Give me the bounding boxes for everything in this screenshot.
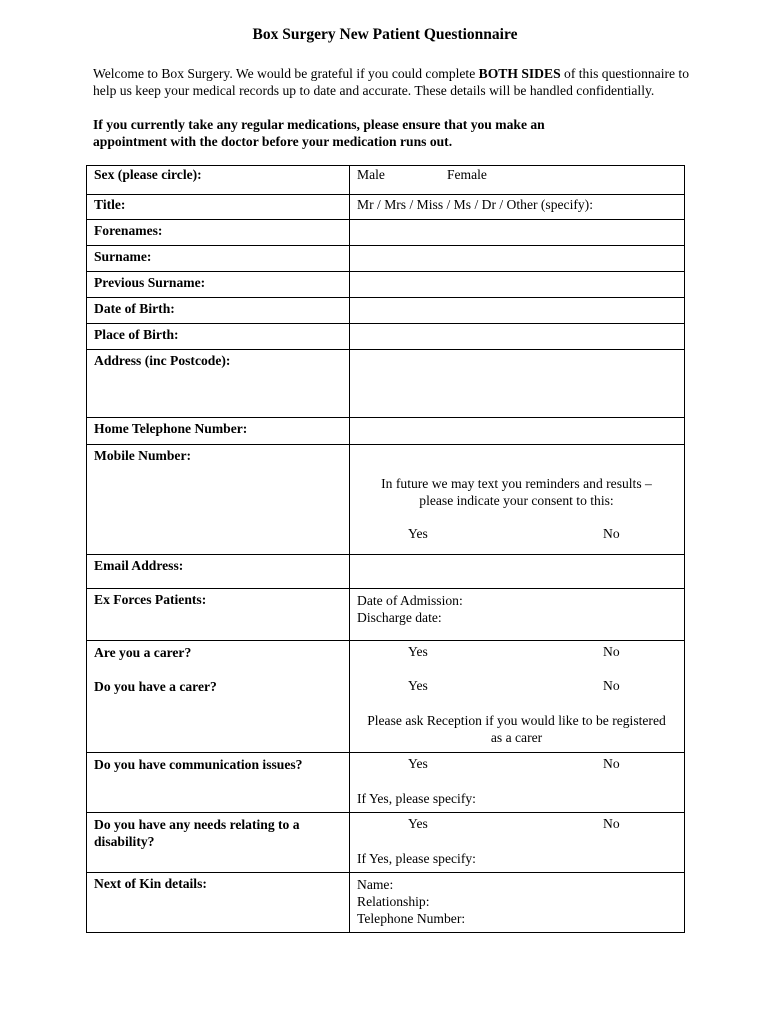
disability-field[interactable] bbox=[350, 813, 685, 873]
disability-no[interactable]: No bbox=[603, 816, 620, 831]
kin-telephone-label: Telephone Number: bbox=[357, 911, 466, 926]
row-ex-forces bbox=[87, 589, 685, 641]
sms-consent-line1: In future we may text you reminders and results – bbox=[381, 476, 652, 491]
row-surname bbox=[87, 246, 685, 272]
communication-specify: If Yes, please specify: bbox=[357, 791, 476, 806]
home-telephone-label: Home Telephone Number: bbox=[87, 418, 350, 445]
carer-note-line2: as a carer bbox=[490, 730, 543, 745]
sms-consent-no[interactable]: No bbox=[603, 526, 620, 541]
medication-notice-line1: If you currently take any regular medications, please ensure that you make an bbox=[93, 117, 545, 132]
sms-consent-text bbox=[357, 475, 684, 509]
row-next-of-kin bbox=[87, 873, 685, 933]
place-of-birth-field[interactable] bbox=[350, 324, 685, 350]
have-carer-options bbox=[357, 678, 684, 695]
communication-no[interactable]: No bbox=[603, 756, 620, 771]
are-you-carer-options bbox=[357, 644, 684, 661]
ex-forces-label: Ex Forces Patients: bbox=[87, 589, 350, 641]
carer-labels bbox=[87, 641, 350, 753]
have-carer-yes[interactable]: Yes bbox=[408, 678, 428, 693]
row-date-of-birth bbox=[87, 298, 685, 324]
disability-yes[interactable]: Yes bbox=[408, 816, 428, 831]
row-disability bbox=[87, 813, 685, 873]
previous-surname-label: Previous Surname: bbox=[87, 272, 350, 298]
communication-yes[interactable]: Yes bbox=[408, 756, 428, 771]
are-you-carer-yes[interactable]: Yes bbox=[408, 644, 428, 659]
surname-field[interactable] bbox=[350, 246, 685, 272]
communication-options bbox=[357, 756, 684, 773]
row-mobile bbox=[87, 445, 685, 555]
discharge-date-label: Discharge date: bbox=[357, 610, 442, 625]
home-telephone-field[interactable] bbox=[350, 418, 685, 445]
row-carer bbox=[87, 641, 685, 753]
forenames-field[interactable] bbox=[350, 220, 685, 246]
kin-relationship-label: Relationship: bbox=[357, 894, 430, 909]
medication-notice-line2: appointment with the doctor before your medication runs out. bbox=[93, 134, 453, 149]
email-label: Email Address: bbox=[87, 555, 350, 589]
questionnaire-table bbox=[86, 165, 685, 933]
sex-field[interactable] bbox=[350, 166, 685, 195]
row-forenames bbox=[87, 220, 685, 246]
disability-specify: If Yes, please specify: bbox=[357, 851, 476, 866]
communication-field[interactable] bbox=[350, 753, 685, 813]
have-carer-label: Do you have a carer? bbox=[94, 679, 217, 694]
surname-label: Surname: bbox=[87, 246, 350, 272]
medication-notice bbox=[93, 116, 693, 150]
title-label: Title: bbox=[87, 195, 350, 220]
disability-label: Do you have any needs relating to a disability? bbox=[87, 813, 350, 873]
intro-paragraph bbox=[93, 65, 693, 99]
sex-option-male[interactable]: Male bbox=[357, 167, 385, 182]
page-title: Box Surgery New Patient Questionnaire bbox=[252, 26, 518, 43]
carer-register-note bbox=[357, 712, 684, 746]
date-of-birth-label: Date of Birth: bbox=[87, 298, 350, 324]
ex-forces-field[interactable] bbox=[350, 589, 685, 641]
mobile-label: Mobile Number: bbox=[87, 445, 350, 555]
email-field[interactable] bbox=[350, 555, 685, 589]
intro-text: Welcome to Box Surgery. We would be grateful if you could complete bbox=[93, 66, 479, 81]
row-previous-surname bbox=[87, 272, 685, 298]
row-address bbox=[87, 350, 685, 418]
are-you-carer-label: Are you a carer? bbox=[94, 645, 192, 660]
intro-emphasis: BOTH SIDES bbox=[478, 66, 561, 81]
row-email bbox=[87, 555, 685, 589]
previous-surname-field[interactable] bbox=[350, 272, 685, 298]
address-field[interactable] bbox=[350, 350, 685, 418]
admission-date-label: Date of Admission: bbox=[357, 593, 463, 608]
place-of-birth-label: Place of Birth: bbox=[87, 324, 350, 350]
next-of-kin-label: Next of Kin details: bbox=[87, 873, 350, 933]
sms-consent-line2: please indicate your consent to this: bbox=[419, 493, 614, 508]
have-carer-no[interactable]: No bbox=[603, 678, 620, 693]
row-communication bbox=[87, 753, 685, 813]
row-sex bbox=[87, 166, 685, 195]
sms-consent-options bbox=[357, 526, 684, 543]
mobile-field[interactable] bbox=[350, 445, 685, 555]
next-of-kin-field[interactable] bbox=[350, 873, 685, 933]
communication-label: Do you have communication issues? bbox=[87, 753, 350, 813]
title-field[interactable]: Mr / Mrs / Miss / Ms / Dr / Other (specify): bbox=[350, 195, 685, 220]
carer-note-line1: Please ask Reception if you would like to be registered bbox=[367, 713, 666, 728]
carer-field[interactable] bbox=[350, 641, 685, 753]
intro-text-cont: of this questionnaire to help us keep your medical records up to date and accurate. These details will be handled confidentially. bbox=[93, 66, 690, 98]
row-place-of-birth bbox=[87, 324, 685, 350]
address-label: Address (inc Postcode): bbox=[87, 350, 350, 418]
row-home-telephone bbox=[87, 418, 685, 445]
disability-options bbox=[357, 816, 684, 833]
sex-label: Sex (please circle): bbox=[87, 166, 350, 195]
row-title bbox=[87, 195, 685, 220]
are-you-carer-no[interactable]: No bbox=[603, 644, 620, 659]
sms-consent-yes[interactable]: Yes bbox=[408, 526, 428, 541]
forenames-label: Forenames: bbox=[87, 220, 350, 246]
kin-name-label: Name: bbox=[357, 877, 394, 892]
date-of-birth-field[interactable] bbox=[350, 298, 685, 324]
sex-option-female[interactable]: Female bbox=[446, 167, 487, 182]
